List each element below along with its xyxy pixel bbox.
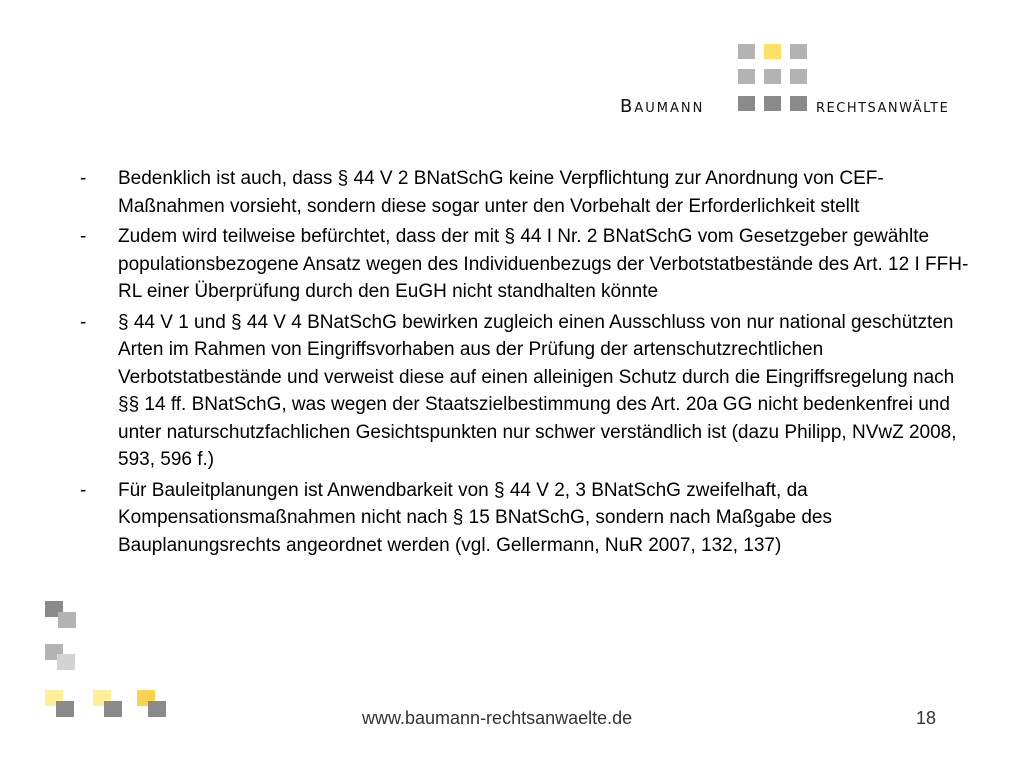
logo-square [738,69,755,84]
bullet-text: § 44 V 1 und § 44 V 4 BNatSchG bewirken zugleich einen Ausschluss von nur national geschützten Arten im Rahmen von Eingriffsvorhaben aus der Prüfung der artenschutzrechtlichen Verbotstatbestände und verweist diese auf einen alleinigen Schutz durch die Eingriffsregelung nach §§ 14 ff. BNatSchG, was wegen der Staatszielbestimmung des Art. 20a GG nicht bedenkenfrei und unter naturschutzfachlichen Gesichtspunkten nur schwer verständlich ist (dazu Philipp, NVwZ 2008, 593, 596 f.) [118,311,957,470]
brand-name: Baumann [620,96,705,117]
bullet-list [70,165,970,562]
bullet-text: Für Bauleitplanungen ist Anwendbarkeit von § 44 V 2, 3 BNatSchG zweifelhaft, da Kompensationsmaßnahmen nicht nach § 15 BNatSchG, sondern nach Maßgabe des Bauplanungsrechts angeordnet werden (vgl. Gellermann, NuR 2007, 132, 137) [118,479,832,556]
bullet-dash: - [80,226,87,247]
bullet-dash: - [80,168,87,189]
bullet-text: Zudem wird teilweise befürchtet, dass der mit § 44 I Nr. 2 BNatSchG vom Gesetzgeber gewählte populationsbezogene Ansatz wegen des Individuenbezugs der Verbotstatbestände des Art. 12 I FFH-RL einer Überprüfung durch den EuGH nicht standhalten könnte [118,226,969,302]
list-item [70,477,970,560]
deco-square [148,701,166,717]
logo-square [738,44,755,59]
footer-url: www.baumann-rechtsanwaelte.de [362,708,633,728]
list-item [70,309,970,474]
list-item [70,223,970,306]
brand-subtitle: rechtsanwälte [816,96,950,117]
logo [0,0,1024,130]
logo-square [790,69,807,84]
bullet-dash: - [80,311,87,333]
deco-square [57,654,75,670]
logo-square [790,96,807,111]
bullet-dash: - [80,479,87,501]
deco-square [104,701,122,717]
logo-square [764,96,781,111]
logo-square [764,44,781,59]
list-item [70,165,970,220]
logo-square [738,96,755,111]
decorative-squares [40,596,180,726]
logo-square [790,44,807,59]
page-number: 18 [916,708,937,728]
bullet-text: Bedenklich ist auch, dass § 44 V 2 BNatSchG keine Verpflichtung zur Anordnung von CEF-Maßnahmen vorsieht, sondern diese sogar unter den Vorbehalt der Erforderlichkeit stellt [118,168,884,217]
deco-square [56,701,74,717]
logo-square [764,69,781,84]
deco-square [58,612,76,628]
